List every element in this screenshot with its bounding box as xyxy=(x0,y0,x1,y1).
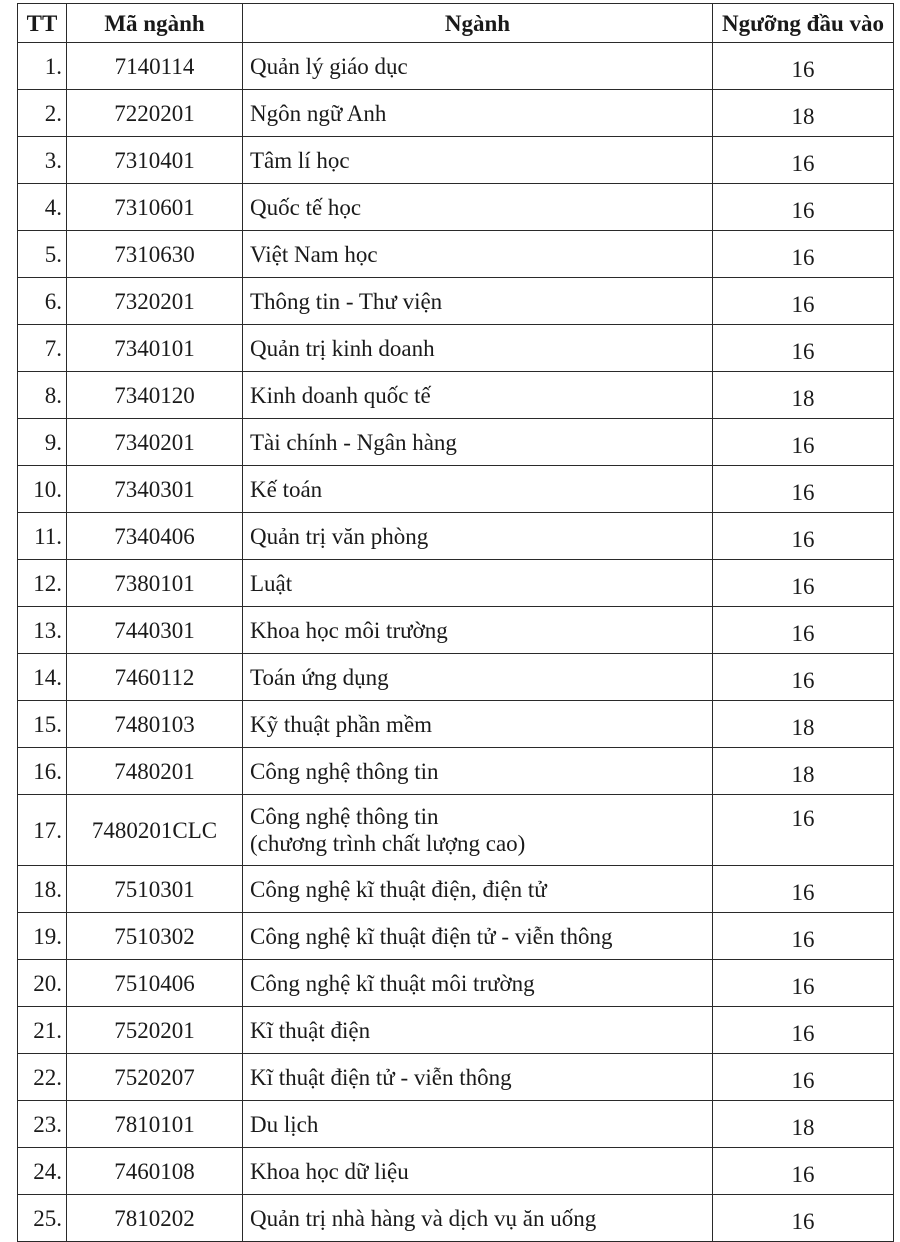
major-code: 7320201 xyxy=(67,278,243,325)
table-row xyxy=(18,1148,894,1195)
header-threshold: Ngưỡng đầu vào xyxy=(713,4,894,43)
row-number: 25. xyxy=(18,1195,67,1242)
threshold-score: 16 xyxy=(713,913,894,960)
major-name xyxy=(243,184,713,231)
major-code: 7140114 xyxy=(67,43,243,90)
major-code: 7440301 xyxy=(67,607,243,654)
major-name-line: Kế toán xyxy=(250,476,323,502)
major-name xyxy=(243,419,713,466)
major-name-line: Toán ứng dụng xyxy=(250,664,389,690)
major-name xyxy=(243,1195,713,1242)
major-name-line: Công nghệ thông tin xyxy=(250,758,439,784)
threshold-score: 16 xyxy=(713,513,894,560)
table-body xyxy=(18,43,894,1242)
threshold-score: 18 xyxy=(713,1101,894,1148)
threshold-score: 16 xyxy=(713,43,894,90)
threshold-score: 16 xyxy=(713,1007,894,1054)
major-name-line: Kinh doanh quốc tế xyxy=(250,382,431,408)
major-name-line: Kỹ thuật phần mềm xyxy=(250,711,433,737)
table-row xyxy=(18,137,894,184)
major-code: 7340201 xyxy=(67,419,243,466)
row-number: 4. xyxy=(18,184,67,231)
row-number: 8. xyxy=(18,372,67,419)
major-name-line: Quản lý giáo dục xyxy=(250,53,408,79)
major-name-line: Quản trị văn phòng xyxy=(250,523,429,549)
threshold-score: 16 xyxy=(713,654,894,701)
table-row xyxy=(18,90,894,137)
major-code: 7220201 xyxy=(67,90,243,137)
major-code: 7310630 xyxy=(67,231,243,278)
major-code: 7810101 xyxy=(67,1101,243,1148)
major-name xyxy=(243,866,713,913)
row-number: 14. xyxy=(18,654,67,701)
major-name-line: Tâm lí học xyxy=(250,147,350,173)
threshold-score: 16 xyxy=(713,325,894,372)
major-code: 7480201CLC xyxy=(67,795,243,866)
row-number: 19. xyxy=(18,913,67,960)
table-row xyxy=(18,1101,894,1148)
major-name-line: Khoa học dữ liệu xyxy=(250,1158,409,1184)
threshold-score: 18 xyxy=(713,748,894,795)
row-number: 7. xyxy=(18,325,67,372)
threshold-score: 16 xyxy=(713,1054,894,1101)
major-name-line: Thông tin - Thư viện xyxy=(250,288,443,314)
threshold-score: 16 xyxy=(713,607,894,654)
major-code: 7380101 xyxy=(67,560,243,607)
major-code: 7460108 xyxy=(67,1148,243,1195)
major-name-line-2: (chương trình chất lượng cao) xyxy=(250,831,526,856)
major-name-line: Kĩ thuật điện xyxy=(250,1017,371,1043)
table-row xyxy=(18,43,894,90)
threshold-score: 16 xyxy=(713,231,894,278)
header-code: Mã ngành xyxy=(67,4,243,43)
table-row xyxy=(18,466,894,513)
major-name xyxy=(243,90,713,137)
row-number: 16. xyxy=(18,748,67,795)
major-name xyxy=(243,1054,713,1101)
header-tt: TT xyxy=(18,4,67,43)
major-name xyxy=(243,1007,713,1054)
row-number: 12. xyxy=(18,560,67,607)
major-name-line: Luật xyxy=(250,570,293,596)
table-row xyxy=(18,795,894,866)
major-name xyxy=(243,278,713,325)
threshold-score: 18 xyxy=(713,90,894,137)
major-code: 7340301 xyxy=(67,466,243,513)
major-name xyxy=(243,913,713,960)
major-name xyxy=(243,654,713,701)
major-code: 7510406 xyxy=(67,960,243,1007)
major-name-line: Việt Nam học xyxy=(250,241,378,267)
table-row xyxy=(18,1054,894,1101)
major-code: 7480201 xyxy=(67,748,243,795)
table-row xyxy=(18,748,894,795)
table-row xyxy=(18,560,894,607)
admission-threshold-table xyxy=(17,3,894,1242)
major-code: 7520201 xyxy=(67,1007,243,1054)
table-row xyxy=(18,231,894,278)
major-name-line: Công nghệ thông tin xyxy=(250,804,439,829)
major-name xyxy=(243,137,713,184)
threshold-score: 16 xyxy=(713,184,894,231)
table-row xyxy=(18,960,894,1007)
major-name xyxy=(243,960,713,1007)
row-number: 17. xyxy=(18,795,67,866)
table-row xyxy=(18,866,894,913)
threshold-score: 16 xyxy=(713,137,894,184)
document-page xyxy=(17,3,893,1242)
major-name xyxy=(243,1101,713,1148)
major-code: 7310401 xyxy=(67,137,243,184)
threshold-score: 18 xyxy=(713,372,894,419)
table-row xyxy=(18,654,894,701)
row-number: 18. xyxy=(18,866,67,913)
major-name xyxy=(243,795,713,866)
major-name-line: Công nghệ kĩ thuật môi trường xyxy=(250,970,535,996)
major-code: 7520207 xyxy=(67,1054,243,1101)
major-code: 7340406 xyxy=(67,513,243,560)
row-number: 2. xyxy=(18,90,67,137)
row-number: 20. xyxy=(18,960,67,1007)
table-row xyxy=(18,701,894,748)
major-name-line: Quốc tế học xyxy=(250,194,362,220)
table-row xyxy=(18,419,894,466)
header-row xyxy=(18,4,894,43)
major-name-line: Ngôn ngữ Anh xyxy=(250,100,387,126)
table-row xyxy=(18,1195,894,1242)
major-name-line: Khoa học môi trường xyxy=(250,617,448,643)
threshold-score: 16 xyxy=(713,1148,894,1195)
major-name-line: Công nghệ kĩ thuật điện, điện tử xyxy=(250,876,547,902)
threshold-score: 16 xyxy=(713,560,894,607)
major-code: 7510302 xyxy=(67,913,243,960)
major-name-line: Du lịch xyxy=(250,1111,319,1137)
major-name-line: Quản trị nhà hàng và dịch vụ ăn uống xyxy=(250,1205,597,1231)
major-code: 7480103 xyxy=(67,701,243,748)
header-major: Ngành xyxy=(243,4,713,43)
table-row xyxy=(18,607,894,654)
row-number: 21. xyxy=(18,1007,67,1054)
table-row xyxy=(18,513,894,560)
row-number: 23. xyxy=(18,1101,67,1148)
threshold-score: 16 xyxy=(713,419,894,466)
threshold-score: 16 xyxy=(713,795,894,866)
threshold-score: 18 xyxy=(713,701,894,748)
major-name xyxy=(243,43,713,90)
row-number: 22. xyxy=(18,1054,67,1101)
table-row xyxy=(18,372,894,419)
row-number: 1. xyxy=(18,43,67,90)
major-code: 7310601 xyxy=(67,184,243,231)
major-name xyxy=(243,466,713,513)
major-name xyxy=(243,513,713,560)
major-name xyxy=(243,372,713,419)
row-number: 13. xyxy=(18,607,67,654)
row-number: 3. xyxy=(18,137,67,184)
major-name-line: Quản trị kinh doanh xyxy=(250,335,435,361)
table-row xyxy=(18,1007,894,1054)
table-row xyxy=(18,325,894,372)
major-code: 7510301 xyxy=(67,866,243,913)
major-name xyxy=(243,231,713,278)
table-row xyxy=(18,278,894,325)
row-number: 10. xyxy=(18,466,67,513)
row-number: 24. xyxy=(18,1148,67,1195)
threshold-score: 16 xyxy=(713,278,894,325)
major-code: 7340101 xyxy=(67,325,243,372)
major-code: 7460112 xyxy=(67,654,243,701)
major-name xyxy=(243,1148,713,1195)
row-number: 9. xyxy=(18,419,67,466)
major-name xyxy=(243,607,713,654)
table-row xyxy=(18,184,894,231)
threshold-score: 16 xyxy=(713,866,894,913)
row-number: 11. xyxy=(18,513,67,560)
major-name xyxy=(243,560,713,607)
major-name xyxy=(243,748,713,795)
row-number: 15. xyxy=(18,701,67,748)
major-code: 7340120 xyxy=(67,372,243,419)
major-name-line: Kĩ thuật điện tử - viễn thông xyxy=(250,1064,512,1090)
threshold-score: 16 xyxy=(713,1195,894,1242)
row-number: 6. xyxy=(18,278,67,325)
major-name-line: Tài chính - Ngân hàng xyxy=(250,429,457,455)
threshold-score: 16 xyxy=(713,466,894,513)
table-header xyxy=(18,4,894,43)
major-code: 7810202 xyxy=(67,1195,243,1242)
major-name xyxy=(243,325,713,372)
major-name-line: Công nghệ kĩ thuật điện tử - viễn thông xyxy=(250,923,613,949)
table-row xyxy=(18,913,894,960)
threshold-score: 16 xyxy=(713,960,894,1007)
major-name xyxy=(243,701,713,748)
row-number: 5. xyxy=(18,231,67,278)
